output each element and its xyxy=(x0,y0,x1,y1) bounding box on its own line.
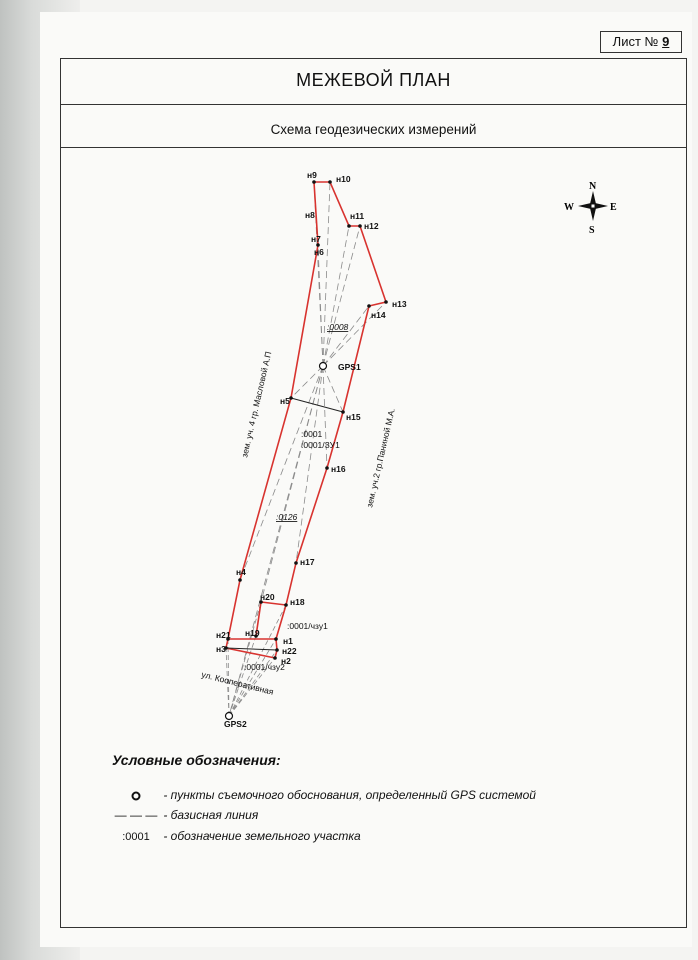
label-h18: н18 xyxy=(290,597,305,607)
label-h6: н6 xyxy=(314,247,324,257)
label-h15: н15 xyxy=(346,412,361,422)
label-h22: н22 xyxy=(282,646,297,656)
legend-text-gps: - пункты съемочного обоснования, определенный GPS системой xyxy=(163,788,536,802)
legend-item-gps xyxy=(112,788,536,802)
label-h5: н5 xyxy=(280,396,290,406)
point-marker xyxy=(312,180,316,184)
point-marker xyxy=(294,561,298,565)
point-marker xyxy=(384,300,388,304)
baseline xyxy=(296,366,323,563)
label-h3: н3 xyxy=(216,644,226,654)
page-title: МЕЖЕВОЙ ПЛАН xyxy=(296,70,451,90)
legend-text-parcel: - обозначение земельного участка xyxy=(163,829,361,843)
label-h13: н13 xyxy=(392,299,407,309)
neighbor-left: зем. уч. 4 гр. Масловой А.П xyxy=(239,350,274,459)
compass-s: S xyxy=(589,225,595,236)
parcel-0126: :0126 xyxy=(276,512,298,522)
parcel-0001: :0001 xyxy=(301,429,323,439)
baseline xyxy=(318,245,323,366)
label-h17: н17 xyxy=(300,557,315,567)
baseline xyxy=(229,602,261,716)
label-h19: н19 xyxy=(245,628,260,638)
label-h14: н14 xyxy=(371,310,386,320)
label-h1: н1 xyxy=(283,636,293,646)
baseline-group-gps2 xyxy=(226,602,286,716)
sheet-label: Лист № xyxy=(612,34,659,49)
point-marker xyxy=(367,304,371,308)
legend-title: Условные обозначения: xyxy=(112,752,281,768)
label-h16: н16 xyxy=(331,464,346,474)
label-h21: н21 xyxy=(216,630,231,640)
point-marker xyxy=(328,180,332,184)
sheet-number: 9 xyxy=(662,34,670,49)
neighbor-right: зем. уч.2 гр.Паниной М.А. xyxy=(364,407,397,509)
compass-icon xyxy=(564,181,617,236)
parcel-symbol: :0001 xyxy=(122,831,150,843)
parcel-0001-chzu1: :0001/чзу1 xyxy=(287,621,328,631)
baseline xyxy=(323,366,327,468)
point-marker xyxy=(358,224,362,228)
label-h4: н4 xyxy=(236,567,246,577)
point-marker xyxy=(275,648,279,652)
label-h9: н9 xyxy=(307,170,317,180)
legend-item-baseline xyxy=(112,808,258,822)
parcel-0001-chzu2: :0001/чзу2 xyxy=(244,662,285,672)
compass-n: N xyxy=(589,181,597,192)
label-h10: н10 xyxy=(336,174,351,184)
gps-point-icon xyxy=(112,788,160,802)
label-h7: н7 xyxy=(311,234,321,244)
baseline xyxy=(323,182,330,366)
point-marker xyxy=(347,224,351,228)
gps1-marker xyxy=(320,363,327,370)
boundary-segment xyxy=(261,602,286,605)
baseline-symbol: — — — xyxy=(114,808,158,822)
label-gps1: GPS1 xyxy=(338,362,361,372)
label-h11: н11 xyxy=(350,211,365,221)
label-h2: н2 xyxy=(281,656,291,666)
label-h20: н20 xyxy=(260,592,275,602)
legend-text-baseline: - базисная линия xyxy=(163,808,259,822)
label-h12: н12 xyxy=(364,221,379,231)
point-marker xyxy=(341,410,345,414)
label-gps2: GPS2 xyxy=(224,719,247,729)
legend-item-parcel xyxy=(112,829,361,843)
point-marker xyxy=(325,466,329,470)
baseline xyxy=(323,226,360,366)
baseline xyxy=(323,366,343,412)
street-label: ул. Кооперативная xyxy=(200,669,275,697)
label-h8: н8 xyxy=(305,210,315,220)
parcel-0008: :0008 xyxy=(327,322,349,332)
baseline xyxy=(323,226,349,366)
point-marker xyxy=(273,656,277,660)
parcel-0001-zu1: :0001/ЗУ1 xyxy=(301,440,340,450)
compass-e: E xyxy=(610,202,617,213)
scheme-subtitle: Схема геодезических измерений xyxy=(270,122,477,137)
point-marker xyxy=(238,578,242,582)
point-marker xyxy=(284,603,288,607)
compass-w: W xyxy=(564,202,574,213)
point-marker xyxy=(274,637,278,641)
